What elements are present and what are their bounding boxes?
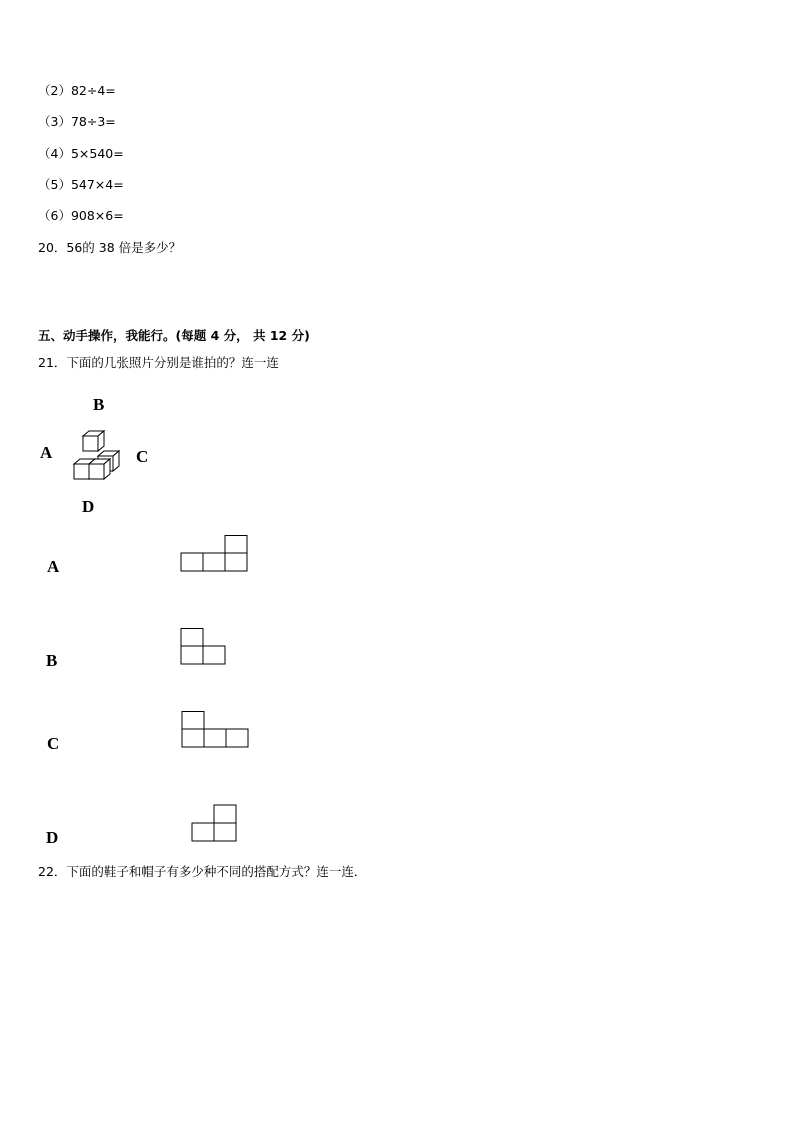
problem-4: （4）5×540= xyxy=(38,146,124,161)
option-label-c: C xyxy=(47,734,60,753)
question-20: 20．56的 38 倍是多少？ xyxy=(38,240,182,255)
viewer-label-left: A xyxy=(40,443,53,462)
problem-6: （6）908×6= xyxy=(38,208,124,223)
problem-5: （5）547×4= xyxy=(38,177,124,192)
question-21: 21．下面的几张照片分别是谁拍的？连一连 xyxy=(38,355,279,370)
view-shape-b xyxy=(180,628,230,666)
question-22: 22．下面的鞋子和帽子有多少种不同的搭配方式？连一连． xyxy=(38,864,367,879)
viewer-label-top: B xyxy=(93,395,105,414)
view-shape-a xyxy=(180,535,250,573)
problem-3: （3）78÷3= xyxy=(38,114,116,129)
option-label-a: A xyxy=(47,557,60,576)
cube-stack-figure xyxy=(72,428,122,482)
section-5-heading: 五、动手操作，我能行。(每题 4 分， 共 12 分) xyxy=(38,328,310,343)
option-label-b: B xyxy=(46,651,58,670)
cube-top xyxy=(83,431,104,451)
view-shape-d xyxy=(191,804,241,844)
option-label-d: D xyxy=(46,828,59,847)
problem-2: （2）82÷4= xyxy=(38,83,116,98)
viewer-label-right: C xyxy=(136,447,149,466)
cube-front-right xyxy=(89,459,110,479)
view-shape-c xyxy=(181,711,253,749)
viewer-label-bottom: D xyxy=(82,497,95,516)
